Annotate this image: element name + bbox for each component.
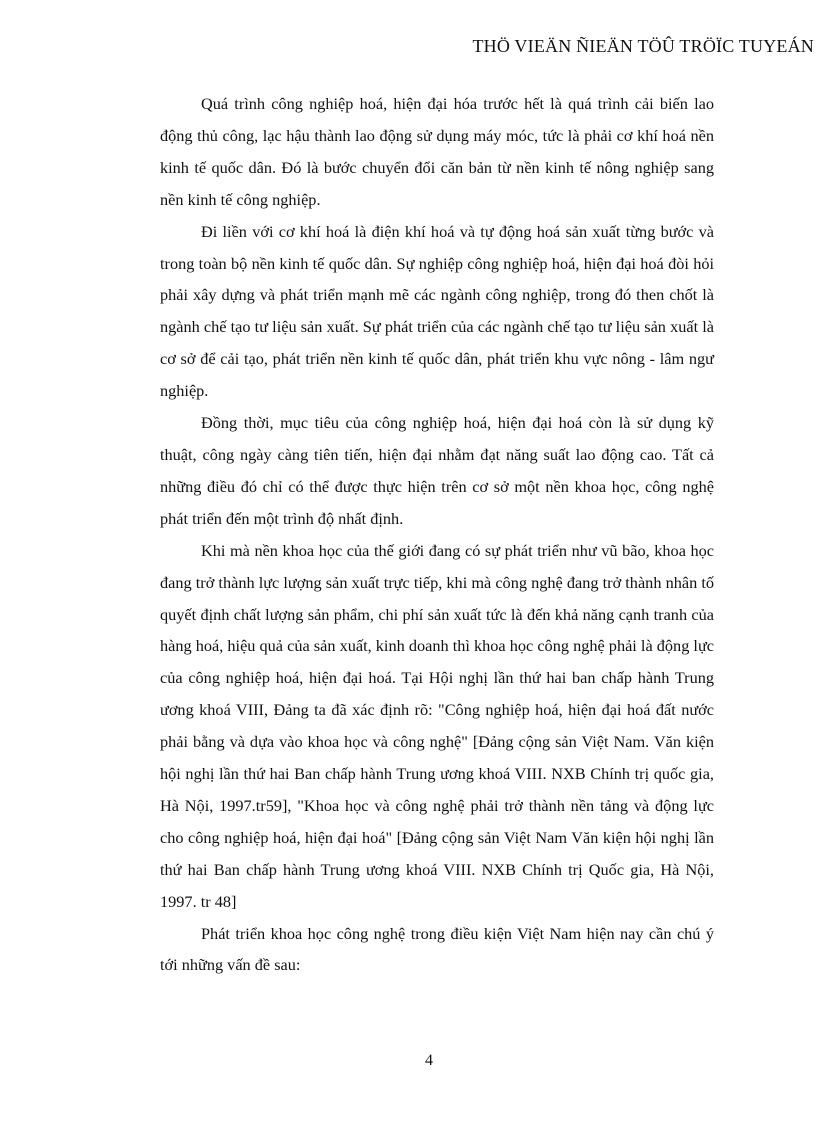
paragraph-development-issues: Phát triển khoa học công nghệ trong điều kiện Việt Nam hiện nay cần chú ý tới những vấn đề sau: <box>160 923 714 975</box>
paragraph-industrialization: Quá trình công nghiệp hoá, hiện đại hóa trước hết là quá trình cải biến lao động thủ công, lạc hậu thành lao động sử dụng máy móc, tức là phải cơ khí hoá nền kinh tế quốc dân. Đó là bước chuyển đổi căn bản từ nền kinh tế nông nghiệp sang nền kinh tế công nghiệp. <box>160 94 714 209</box>
paragraph-science-technology: Khi mà nền khoa học của thế giới đang có sự phát triển như vũ bão, khoa học đang trở thành lực lượng sản xuất trực tiếp, khi mà công nghệ đang trở thành nhân tố quyết định chất lượng sản phẩm, chi phí sản xuất tức là đến khả năng cạnh tranh của hàng hoá, hiệu quả của sản xuất, kinh doanh thì khoa học công nghệ phải là động lực của công nghiệp hoá, hiện đại hoá. Tại Hội nghị lần thứ hai ban chấp hành Trung ương khoá VIII, Đảng ta đã xác định rõ: "Công nghiệp hoá, hiện đại hoá đất nước phải bằng và dựa vào khoa học và công nghệ" [Đảng cộng sản Việt Nam. Văn kiện hội nghị lần thứ hai Ban chấp hành Trung ương khoá VIII. NXB Chính trị quốc gia, Hà Nội, 1997.tr59], "Khoa học và công nghệ phải trở thành nền tảng và động lực cho công nghiệp hoá, hiện đại hoá" [Đảng cộng sản Việt Nam Văn kiện hội nghị lần thứ hai Ban chấp hành Trung ương khoá VIII. NXB Chính trị Quốc gia, Hà Nội, 1997. tr 48] <box>160 540 714 911</box>
paragraph-electrification: Đi liền với cơ khí hoá là điện khí hoá và tự động hoá sản xuất từng bước và trong toàn bộ nền kinh tế quốc dân. Sự nghiệp công nghiệp hoá, hiện đại hoá đòi hỏi phải xây dựng và phát triển mạnh mẽ các ngành công nghiệp, trong đó then chốt là ngành chế tạo tư liệu sản xuất. Sự phát triển của các ngành chế tạo tư liệu sản xuất là cơ sở để cải tạo, phát triển nền kinh tế quốc dân, phát triển khu vực nông - lâm ngư nghiệp. <box>160 221 714 401</box>
paragraph-objectives: Đồng thời, mục tiêu của công nghiệp hoá, hiện đại hoá còn là sử dụng kỹ thuật, công ngày càng tiên tiến, hiện đại nhằm đạt năng suất lao động cao. Tất cả những điều đó chỉ có thể được thực hiện trên cơ sở một nền khoa học, công nghệ phát triển đến một trình độ nhất định. <box>160 413 714 528</box>
header-title: THÖ VIEÄN ÑIEÄN TÖÛ TRÖÏC TUYEÁN <box>472 36 814 56</box>
page-number: 4 <box>425 1052 433 1069</box>
body-text <box>160 88 714 981</box>
